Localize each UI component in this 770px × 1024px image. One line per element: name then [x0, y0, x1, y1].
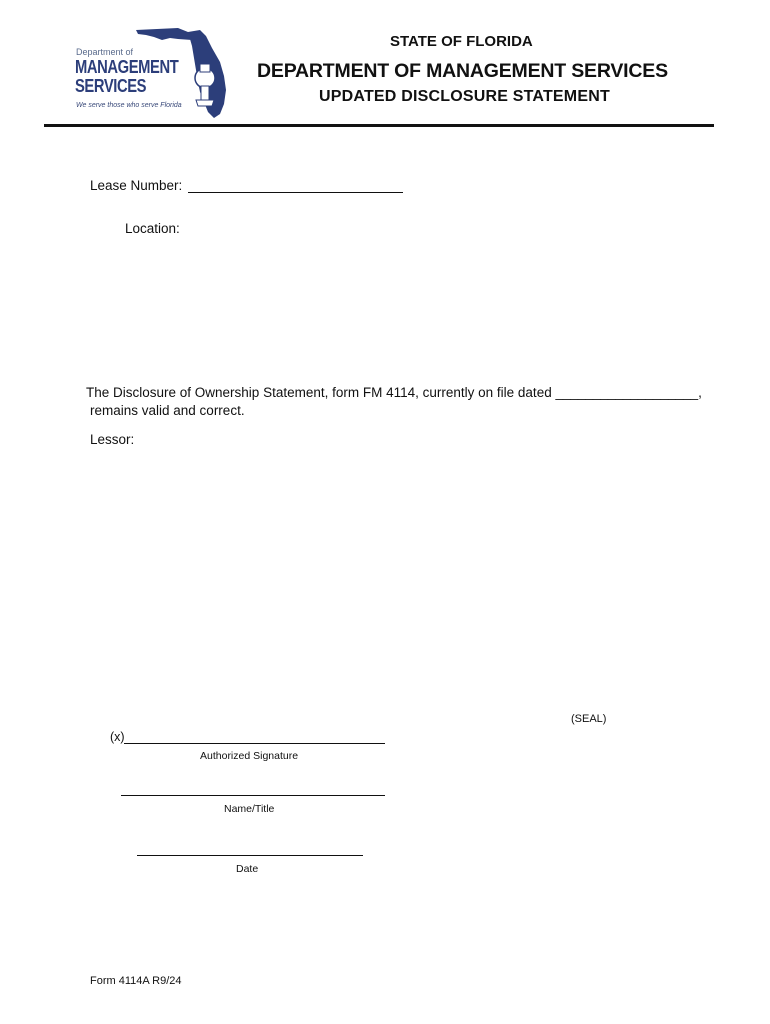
lease-number-label: Lease Number: [90, 178, 183, 193]
lessor-label: Lessor: [90, 432, 135, 447]
signature-x-mark: (x) [110, 730, 125, 744]
seal-label: (SEAL) [571, 713, 607, 725]
form-id: Form 4114A R9/24 [90, 975, 182, 987]
logo-management: MANAGEMENT [75, 57, 179, 77]
signature-field[interactable] [124, 743, 385, 744]
form-title: UPDATED DISCLOSURE STATEMENT [319, 88, 610, 105]
header-divider [44, 124, 714, 127]
logo-tagline: We serve those who serve Florida [76, 102, 182, 109]
disclosure-statement-line1: The Disclosure of Ownership Statement, form FM 4114, currently on file dated ___________________, [86, 385, 702, 400]
name-title-label: Name/Title [224, 803, 275, 815]
disclosure-statement-line2: remains valid and correct. [90, 403, 245, 418]
logo-services: SERVICES [75, 76, 147, 96]
date-field[interactable] [137, 855, 363, 856]
state-heading: STATE OF FLORIDA [390, 33, 533, 50]
authorized-signature-label: Authorized Signature [200, 750, 299, 762]
dms-logo [70, 26, 235, 120]
name-title-field[interactable] [121, 795, 385, 796]
lease-number-field[interactable] [188, 192, 403, 193]
department-heading: DEPARTMENT OF MANAGEMENT SERVICES [257, 60, 668, 82]
date-label: Date [236, 863, 259, 875]
logo-dept-of: Department of [76, 47, 134, 57]
location-label: Location: [125, 221, 180, 236]
